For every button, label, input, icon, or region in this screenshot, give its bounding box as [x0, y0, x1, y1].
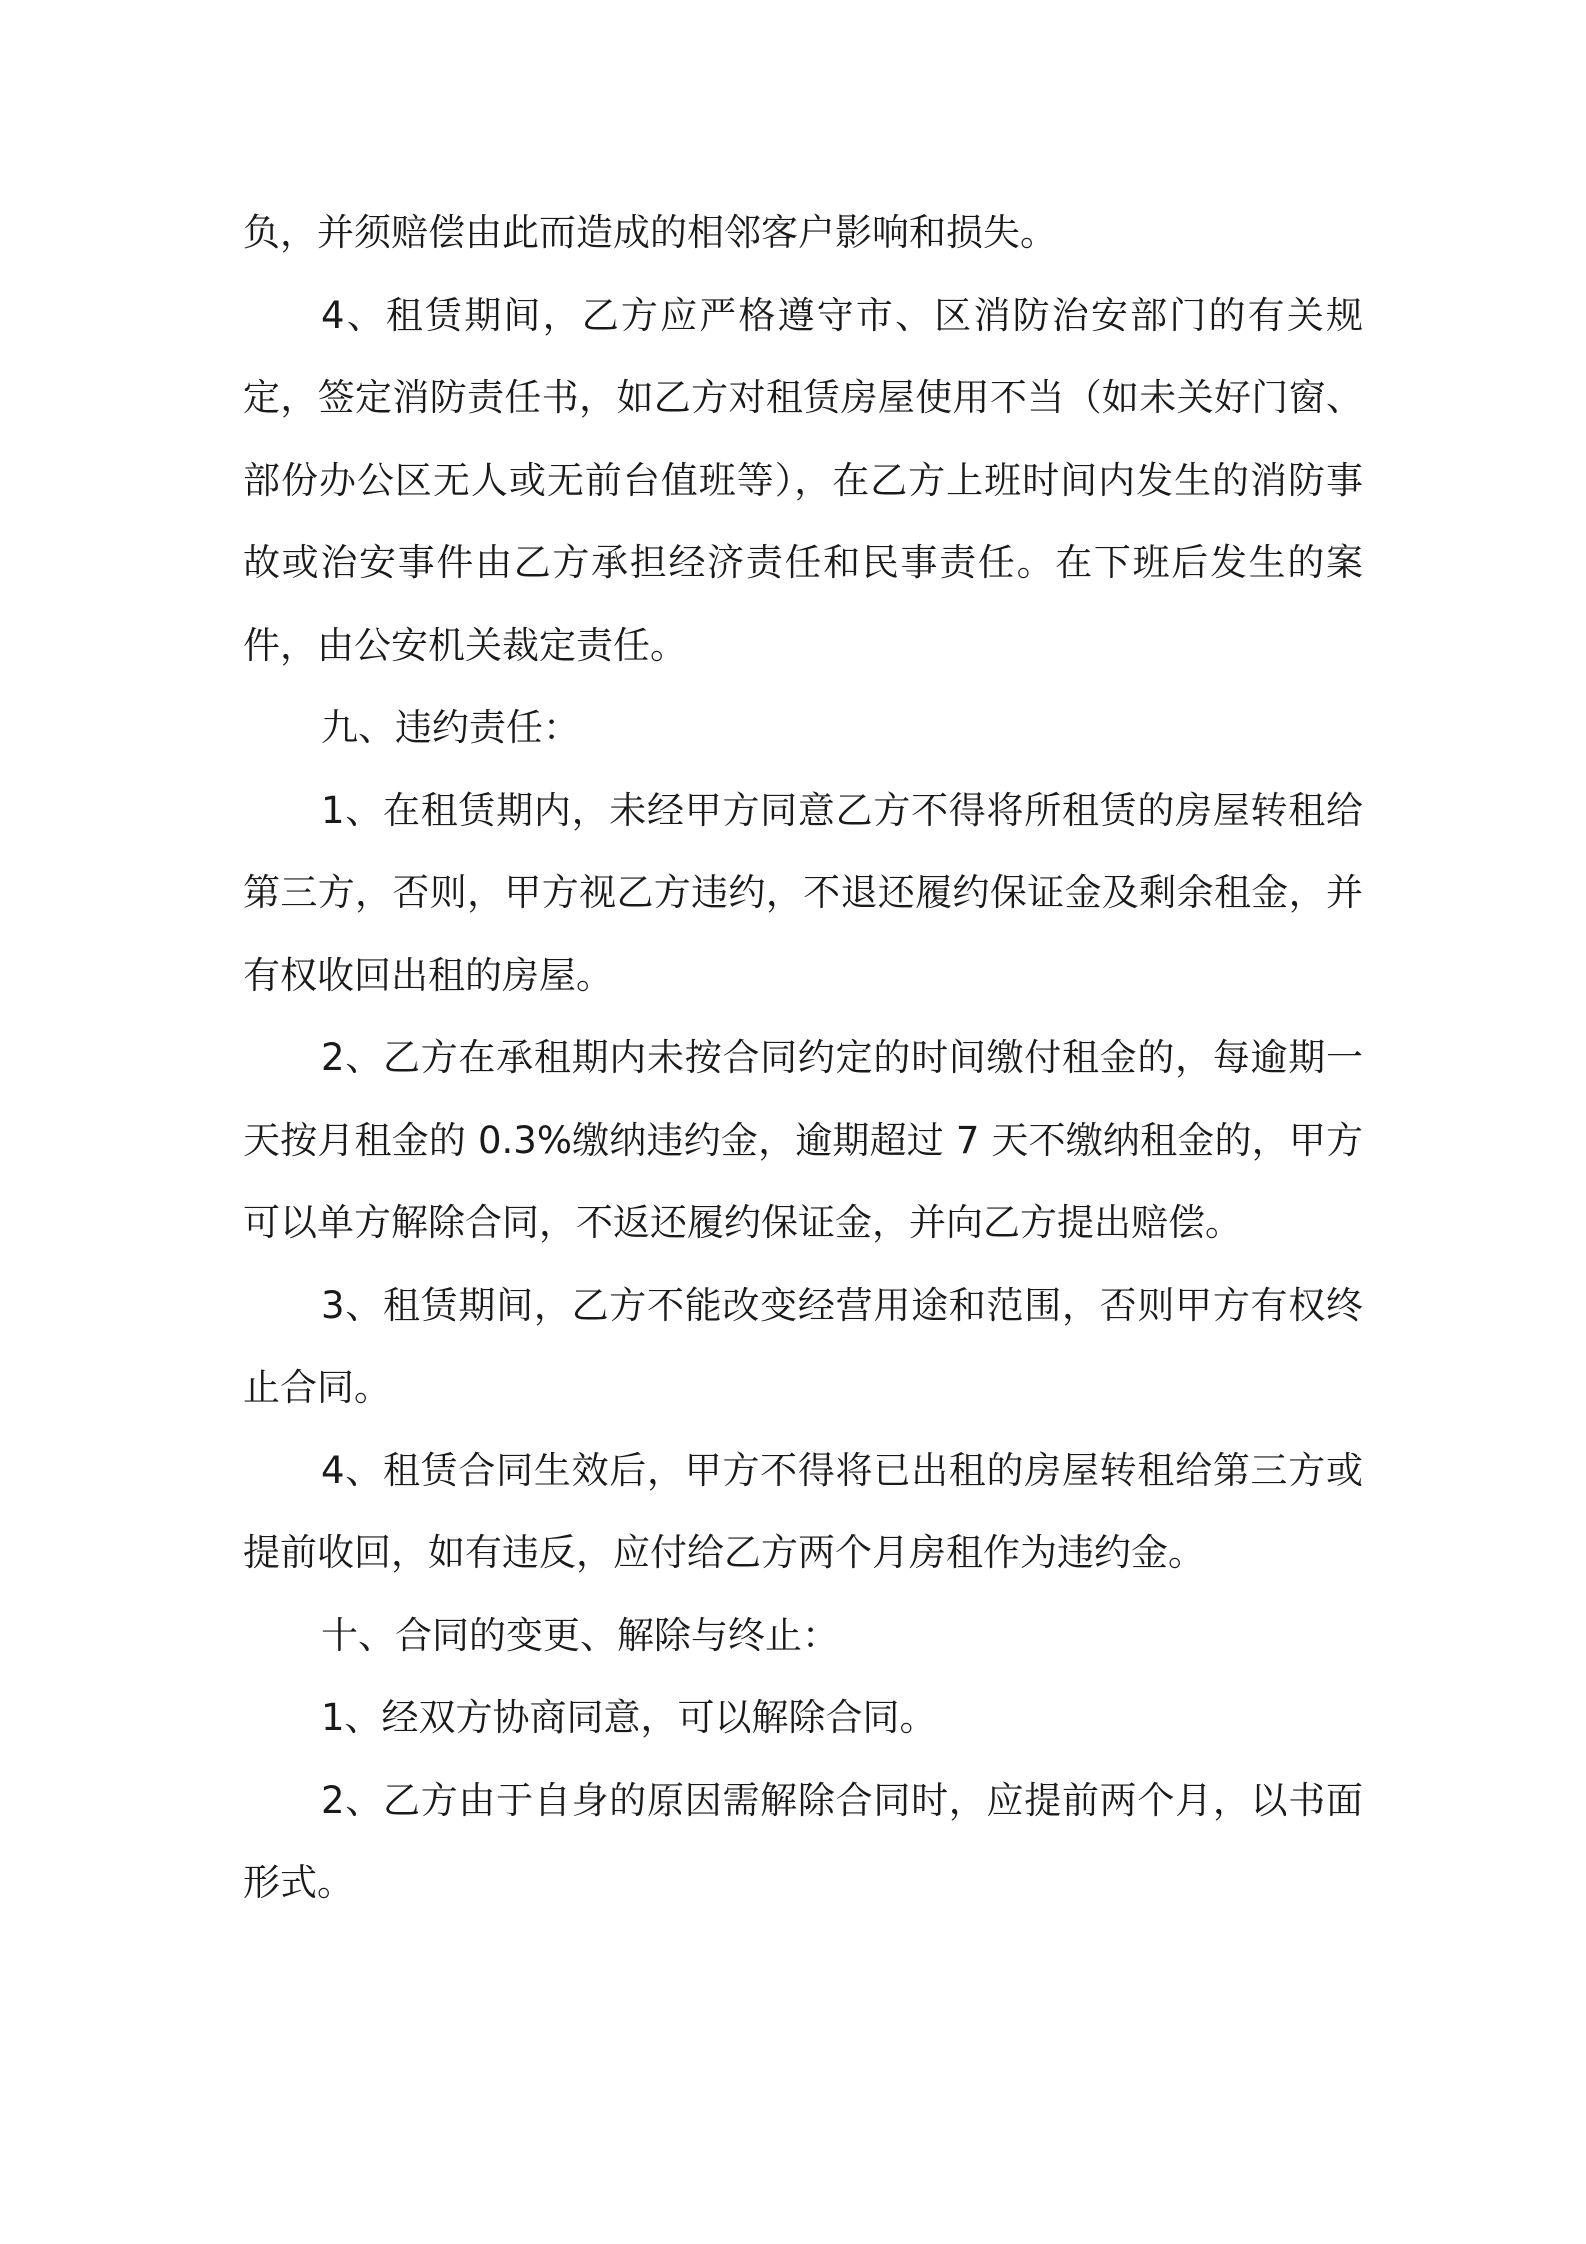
document-body	[243, 192, 1363, 1925]
paragraph-clause-9-3: 3、租赁期间，乙方不能改变经营用途和范围，否则甲方有权终止合同。	[243, 1283, 1363, 1409]
paragraph-clause-10-2: 2、乙方由于自身的原因需解除合同时，应提前两个月，以书面形式。	[243, 1778, 1363, 1904]
paragraph-clause-9-1: 1、在租赁期内，未经甲方同意乙方不得将所租赁的房屋转租给第三方，否则，甲方视乙方违约，不退还履约保证金及剩余租金，并有权收回出租的房屋。	[243, 788, 1363, 997]
paragraph-clause-8-4: 4、租赁期间，乙方应严格遵守市、区消防治安部门的有关规定，签定消防责任书，如乙方对租赁房屋使用不当（如未关好门窗、部份办公区无人或无前台值班等），在乙方上班时间内发生的消防事故或治安事件由乙方承担经济责任和民事责任。在下班后发生的案件，由公安机关裁定责任。	[243, 293, 1363, 667]
section-heading-10: 十、合同的变更、解除与终止：	[321, 1613, 839, 1657]
paragraph-clause-9-4: 4、租赁合同生效后，甲方不得将已出租的房屋转租给第三方或提前收回，如有违反，应付给乙方两个月房租作为违约金。	[243, 1448, 1363, 1574]
paragraph-continuation: 负，并须赔偿由此而造成的相邻客户影响和损失。	[243, 211, 1057, 254]
section-heading-9: 九、违约责任：	[321, 706, 580, 749]
paragraph-clause-9-2: 2、乙方在承租期内未按合同约定的时间缴付租金的，每逾期一天按月租金的 0.3%缴纳违约金，逾期超过 7 天不缴纳租金的，甲方可以单方解除合同，不返还履约保证金，并向乙方提出赔偿。	[243, 1036, 1363, 1244]
paragraph-clause-10-1: 1、经双方协商同意，可以解除合同。	[321, 1696, 937, 1739]
